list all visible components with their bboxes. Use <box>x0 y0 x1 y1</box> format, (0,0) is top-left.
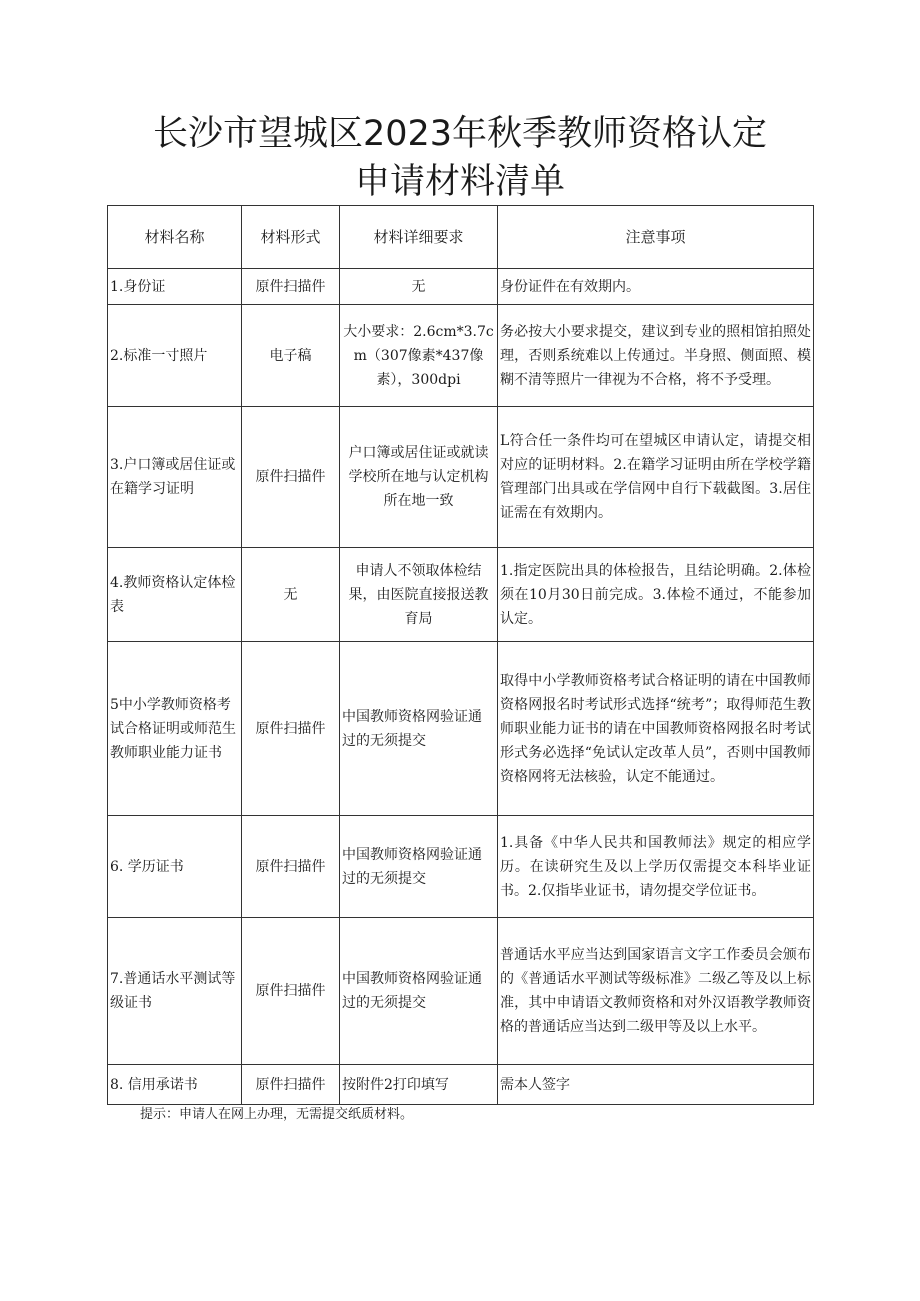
table-row <box>108 548 814 642</box>
table-row <box>108 305 814 407</box>
row-5-notes: 取得中小学教师资格考试合格证明的请在中国教师资格网报名时考试形式选择“统考”；取得师范生教师职业能力证书的请在中国教师资格网报名时考试形式务必选择“免试认定改革人员”，否则中国教师资格网将无法核验，认定不能通过。 <box>498 642 814 816</box>
header-material-form: 材料形式 <box>242 206 340 269</box>
document-title-line-1: 长沙市望城区2023年秋季教师资格认定 <box>152 114 768 154</box>
table-row <box>108 918 814 1065</box>
table-header-row <box>108 206 814 269</box>
table-row <box>108 269 814 305</box>
row-4-form: 无 <box>242 548 340 642</box>
row-1-name: 1.身份证 <box>108 269 242 305</box>
header-material-requirement: 材料详细要求 <box>340 206 498 269</box>
row-3-form: 原件扫描件 <box>242 407 340 548</box>
row-7-requirement: 中国教师资格网验证通过的无须提交 <box>340 918 498 1065</box>
row-5-form: 原件扫描件 <box>242 642 340 816</box>
row-6-requirement: 中国教师资格网验证通过的无须提交 <box>340 816 498 918</box>
row-4-requirement: 申请人不领取体检结果，由医院直接报送教育局 <box>340 548 498 642</box>
header-material-name: 材料名称 <box>108 206 242 269</box>
header-notes: 注意事项 <box>498 206 814 269</box>
row-2-name: 2.标准一寸照片 <box>108 305 242 407</box>
row-6-form: 原件扫描件 <box>242 816 340 918</box>
row-2-notes: 务必按大小要求提交，建议到专业的照相馆拍照处理，否则系统难以上传通过。半身照、侧面照、模糊不清等照片一律视为不合格，将不予受理。 <box>498 305 814 407</box>
row-3-notes: L符合任一条件均可在望城区申请认定，请提交相对应的证明材料。2.在籍学习证明由所在学校学籍管理部门出具或在学信网中自行下载截图。3.居住证需在有效期内。 <box>498 407 814 548</box>
row-6-name: 6. 学历证书 <box>108 816 242 918</box>
row-7-form: 原件扫描件 <box>242 918 340 1065</box>
row-5-requirement: 中国教师资格网验证通过的无须提交 <box>340 642 498 816</box>
table-row <box>108 816 814 918</box>
row-1-form: 原件扫描件 <box>242 269 340 305</box>
table-row <box>108 1065 814 1105</box>
footer-tip: 提示：申请人在网上办理，无需提交纸质材料。 <box>140 1107 414 1122</box>
table-row <box>108 407 814 548</box>
row-1-requirement: 无 <box>340 269 498 305</box>
row-2-requirement: 大小要求：2.6cm*3.7cm（307像素*437像素），300dpi <box>340 305 498 407</box>
row-3-requirement: 户口簿或居住证或就读学校所在地与认定机构所在地一致 <box>340 407 498 548</box>
row-1-notes: 身份证件在有效期内。 <box>498 269 814 305</box>
document-title-line-2: 申请材料清单 <box>354 162 565 202</box>
row-8-requirement: 按附件2打印填写 <box>340 1065 498 1105</box>
row-3-name: 3.户口簿或居住证或在籍学习证明 <box>108 407 242 548</box>
materials-table <box>107 205 814 1105</box>
row-8-form: 原件扫描件 <box>242 1065 340 1105</box>
row-4-name: 4.教师资格认定体检表 <box>108 548 242 642</box>
row-7-notes: 普通话水平应当达到国家语言文字工作委员会颁布的《普通话水平测试等级标准》二级乙等及以上标准，其中申请语文教师资格和对外汉语教学教师资格的普通话应当达到二级甲等及以上水平。 <box>498 918 814 1065</box>
table-row <box>108 642 814 816</box>
row-7-name: 7.普通话水平测试等级证书 <box>108 918 242 1065</box>
row-8-name: 8. 信用承诺书 <box>108 1065 242 1105</box>
row-2-form: 电子稿 <box>242 305 340 407</box>
row-6-notes: 1.具备《中华人民共和国教师法》规定的相应学历。在读研究生及以上学历仅需提交本科毕业证书。2.仅指毕业证书，请勿提交学位证书。 <box>498 816 814 918</box>
row-4-notes: 1.指定医院出具的体检报告，且结论明确。2.体检须在10月30日前完成。3.体检不通过，不能参加认定。 <box>498 548 814 642</box>
row-5-name: 5中小学教师资格考试合格证明或师范生教师职业能力证书 <box>108 642 242 816</box>
row-8-notes: 需本人签字 <box>498 1065 814 1105</box>
